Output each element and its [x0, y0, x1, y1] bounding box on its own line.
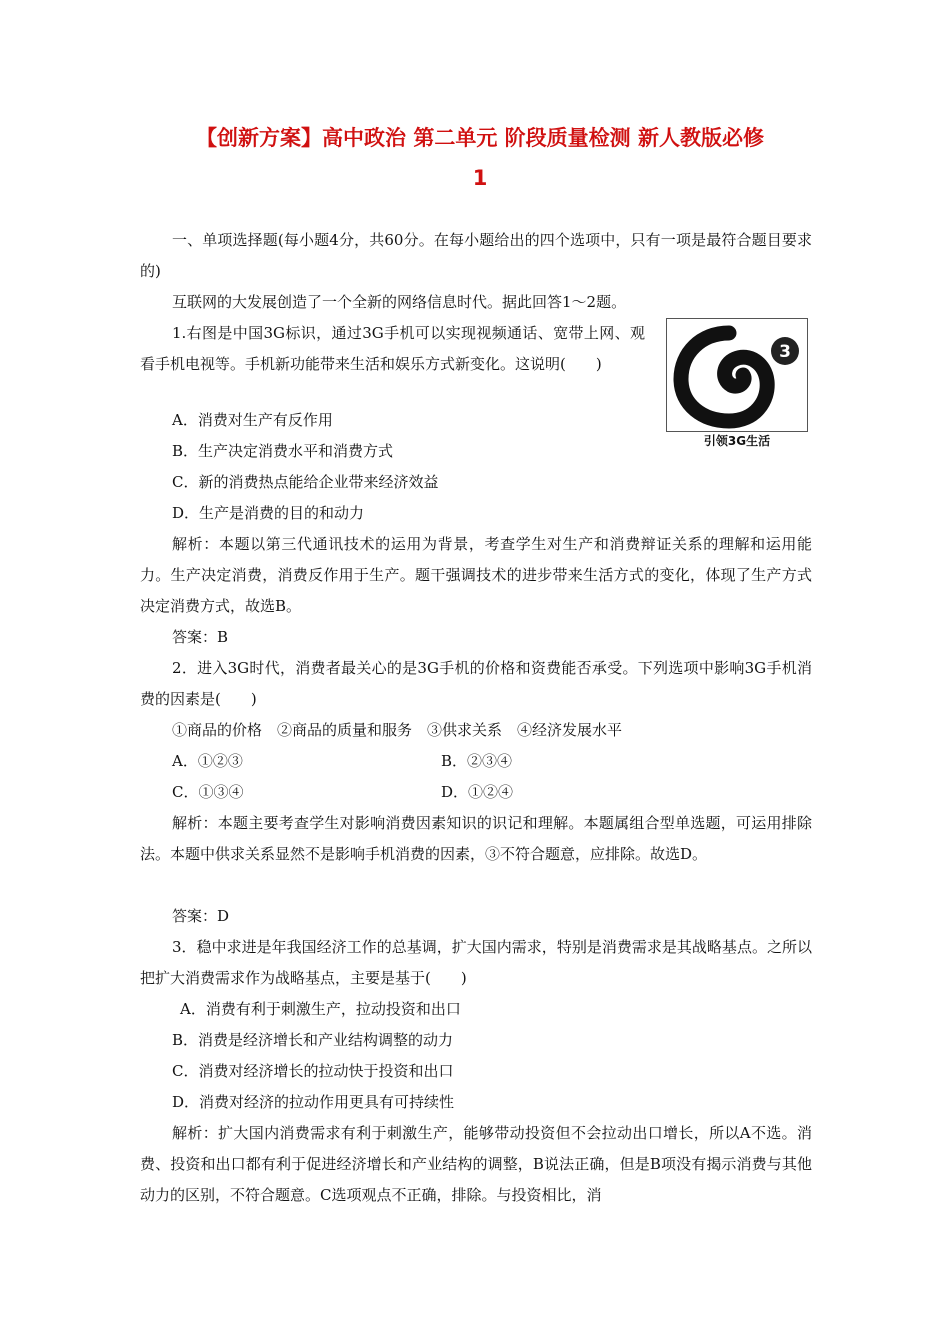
document-title [140, 118, 820, 198]
section-intro: 一、单项选择题(每小题4分，共60分。在每小题给出的四个选项中，只有一项是最符合题目要求的) [140, 231, 812, 280]
q3-option-a: A．消费有利于刺激生产，拉动投资和出口 [180, 1000, 461, 1018]
q2-statements: ①商品的价格 ②商品的质量和服务 ③供求关系 ④经济发展水平 [172, 721, 623, 739]
question-2-stem: 2．进入3G时代，消费者最关心的是3G手机的价格和资费能否承受。下列选项中影响3G手机消费的因素是( ) [140, 659, 812, 708]
q1-option-c: C．新的消费热点能给企业带来经济效益 [172, 473, 439, 491]
q2-option-d: D．①②④ [441, 783, 514, 801]
3g-badge-number: 3 [779, 342, 791, 362]
3g-swirl-logo-icon [667, 319, 807, 431]
q2-analysis: 解析：本题主要考查学生对影响消费因素知识的识记和理解。本题属组合型单选题，可运用排除法。本题中供求关系显然不是影响手机消费的因素，③不符合题意，应排除。故选D。 [140, 814, 812, 863]
q1-analysis: 解析：本题以第三代通讯技术的运用为背景，考查学生对生产和消费辩证关系的理解和运用能力。生产决定消费，消费反作用于生产。题干强调技术的进步带来生活方式的变化，体现了生产方式决定消费方式，故选B。 [140, 535, 812, 615]
figure-caption: 引领3G生活 [703, 434, 771, 448]
q3-option-b: B．消费是经济增长和产业结构调整的动力 [172, 1031, 454, 1049]
q1-answer: 答案：B [172, 628, 229, 646]
q3-option-d: D．消费对经济的拉动作用更具有可持续性 [172, 1093, 455, 1111]
q2-answer: 答案：D [172, 907, 230, 925]
title-line-1: 【创新方案】高中政治 第二单元 阶段质量检测 新人教版必修 [196, 126, 764, 150]
title-line-2: 1 [472, 166, 488, 190]
q2-option-b: B．②③④ [441, 752, 513, 770]
q2-option-a: A．①②③ [172, 752, 243, 770]
q2-option-c: C．①③④ [172, 783, 244, 801]
q3-analysis: 解析：扩大国内消费需求有利于刺激生产，能够带动投资但不会拉动出口增长，所以A不选。消费、投资和出口都有利于促进经济增长和产业结构的调整，B说法正确，但是B项没有揭示消费与其他动力的区别，不符合题意。C选项观点不正确，排除。与投资相比，消 [140, 1124, 812, 1204]
q1-option-b: B．生产决定消费水平和消费方式 [172, 442, 394, 460]
group-intro: 互联网的大发展创造了一个全新的网络信息时代。据此回答1～2题。 [172, 293, 627, 311]
q1-option-a: A．消费对生产有反作用 [172, 411, 333, 429]
q3-option-c: C．消费对经济增长的拉动快于投资和出口 [172, 1062, 454, 1080]
q1-option-d: D．生产是消费的目的和动力 [172, 504, 365, 522]
3g-logo-image [666, 318, 808, 432]
question-3-stem: 3．稳中求进是年我国经济工作的总基调，扩大国内需求，特别是消费需求是其战略基点。之所以把扩大消费需求作为战略基点，主要是基于( ) [140, 938, 812, 987]
question-1-stem: 1.右图是中国3G标识，通过3G手机可以实现视频通话、宽带上网、观看手机电视等。手机新功能带来生活和娱乐方式新变化。这说明( ) [140, 324, 645, 373]
